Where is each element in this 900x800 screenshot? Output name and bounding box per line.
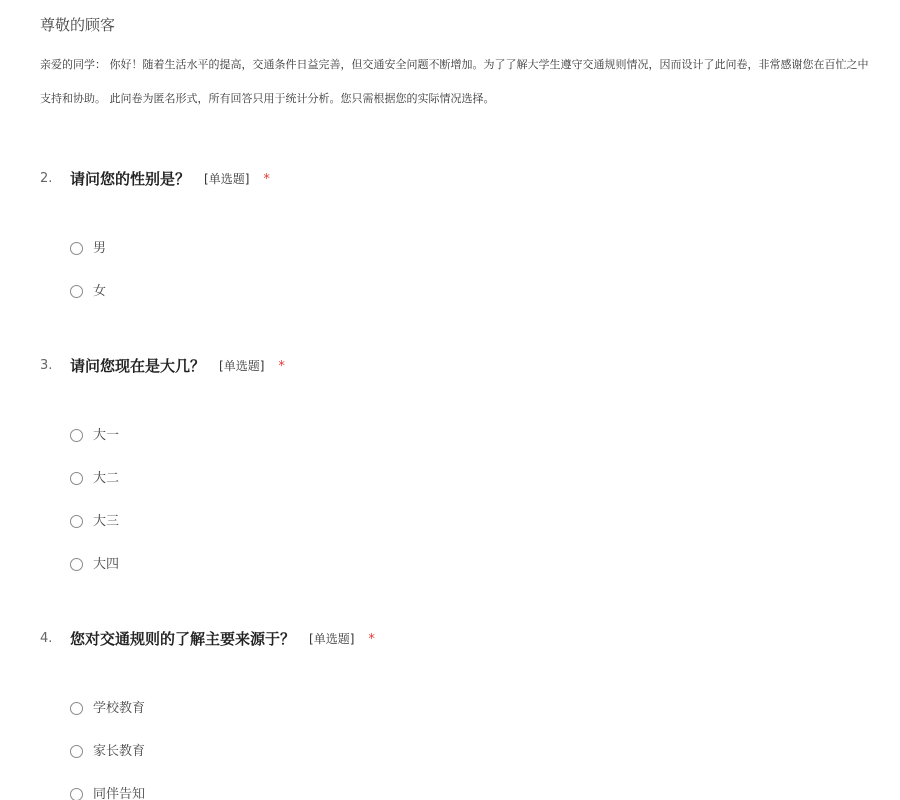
option-label[interactable]: 大一 [93, 428, 120, 443]
question-title [70, 168, 270, 191]
option-label[interactable]: 同伴告知 [93, 787, 146, 800]
radio-button[interactable] [70, 285, 83, 298]
question-title [70, 628, 375, 651]
question-number: 2. [40, 171, 53, 186]
question-title [70, 355, 285, 378]
radio-button[interactable] [70, 242, 83, 255]
option-label[interactable]: 大二 [93, 471, 120, 486]
required-marker: * [368, 632, 375, 647]
question-type-label: [单选题] [219, 359, 265, 373]
option-label[interactable]: 学校教育 [93, 701, 146, 716]
question-type-label: [单选题] [204, 172, 250, 186]
question-number: 3. [40, 358, 53, 373]
option-label[interactable]: 男 [93, 241, 107, 256]
question-type-label: [单选题] [309, 632, 355, 646]
option-label[interactable]: 大四 [93, 557, 120, 572]
question-title-text: 您对交通规则的了解主要来源于？ [70, 630, 296, 648]
radio-button[interactable] [70, 472, 83, 485]
option-label[interactable]: 女 [93, 284, 107, 299]
survey-intro-line-1: 亲爱的同学： 你好！随着生活水平的提高，交通条件日益完善，但交通安全问题不断增加。为了了解大学生遵守交通规则情况，因而设计了此问卷，非常感谢您在百忙之中 [40, 58, 869, 71]
required-marker: * [263, 172, 270, 187]
radio-button[interactable] [70, 429, 83, 442]
option-label[interactable]: 大三 [93, 514, 120, 529]
radio-button[interactable] [70, 702, 83, 715]
survey-intro-line-2: 支持和协助。 此问卷为匿名形式，所有回答只用于统计分析。您只需根据您的实际情况选择。 [40, 92, 495, 105]
radio-button[interactable] [70, 788, 83, 800]
option-label[interactable]: 家长教育 [93, 744, 146, 759]
question-number: 4. [40, 631, 53, 646]
question-title-text: 请问您的性别是？ [70, 170, 191, 188]
radio-button[interactable] [70, 515, 83, 528]
required-marker: * [278, 359, 285, 374]
survey-title: 尊敬的顾客 [40, 16, 116, 34]
radio-button[interactable] [70, 558, 83, 571]
radio-button[interactable] [70, 745, 83, 758]
question-title-text: 请问您现在是大几？ [70, 357, 206, 375]
